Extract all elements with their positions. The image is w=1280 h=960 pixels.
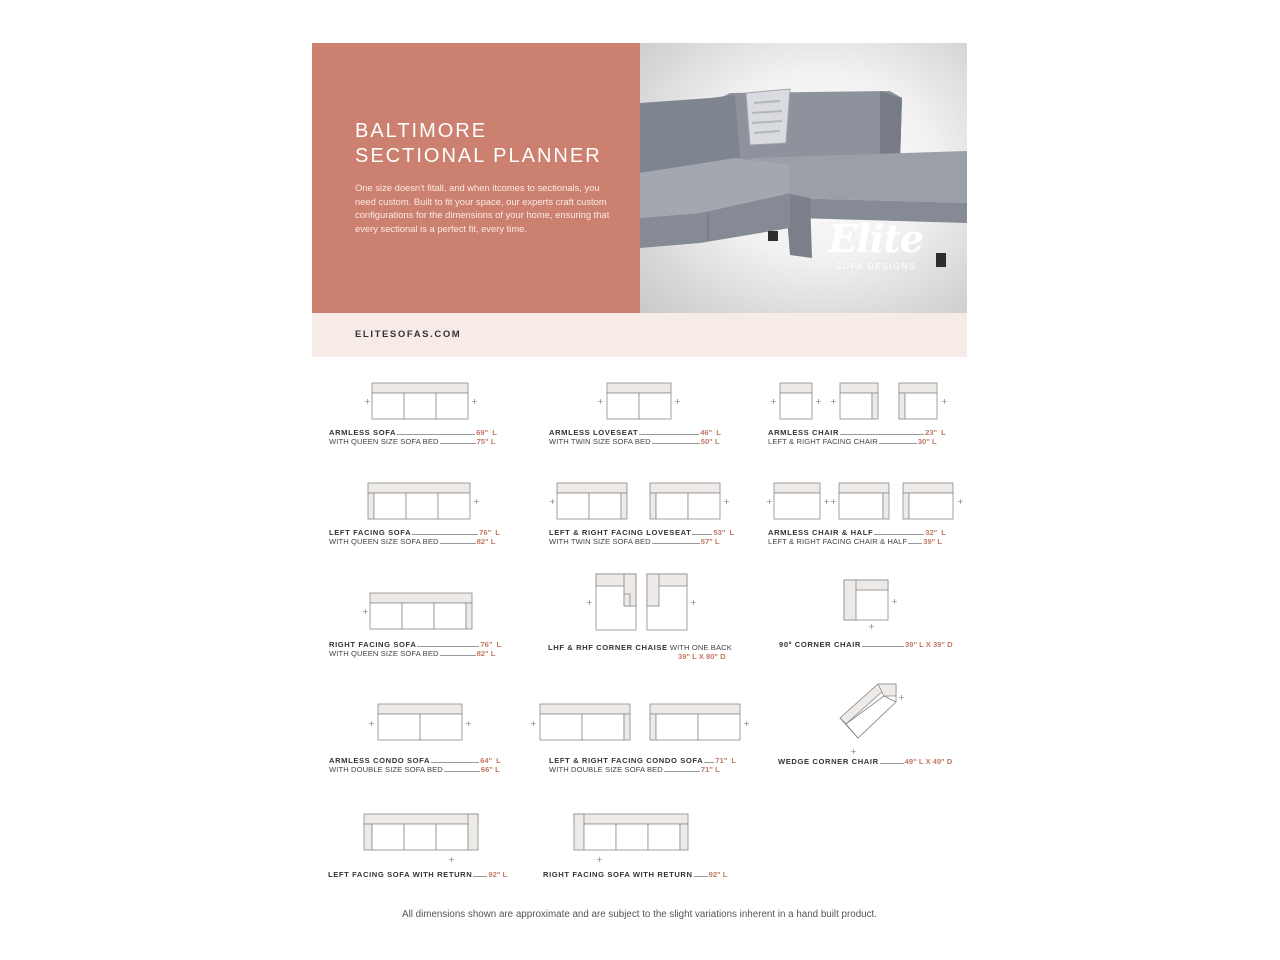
piece-note: WITH ONE BACK (669, 643, 732, 652)
svg-text:+: + (941, 397, 948, 406)
piece-dim: 39" L X 39" D (905, 640, 953, 649)
title-line-2: SECTIONAL PLANNER (355, 145, 602, 167)
svg-text:+: + (368, 719, 375, 728)
piece-sub: WITH QUEEN SIZE SOFA BED (329, 437, 439, 446)
piece-name: WEDGE CORNER CHAIR (778, 757, 879, 766)
lr-condo-sofa-diagram (530, 700, 750, 745)
svg-text:+: + (766, 497, 773, 506)
piece-dim: 49" L X 49" D (904, 757, 953, 766)
svg-text:+: + (898, 693, 905, 702)
piece-dim: 46" (700, 428, 713, 437)
left-facing-sofa-diagram (362, 478, 487, 523)
lr-loveseat-diagram (547, 478, 732, 523)
right-sofa-return-diagram (572, 810, 692, 865)
armless-sofa-caption (329, 428, 497, 446)
svg-text:+: + (850, 747, 857, 756)
piece-sub-dim: 82" L (476, 649, 496, 658)
svg-text:+: + (364, 397, 371, 406)
piece-name: RIGHT FACING SOFA (329, 640, 417, 649)
page-title (355, 119, 602, 169)
svg-text:+: + (471, 397, 478, 406)
armless-condo-sofa-caption (329, 756, 501, 774)
piece-sub: WITH DOUBLE SIZE SOFA BED (329, 765, 443, 774)
piece-sub: WITH QUEEN SIZE SOFA BED (329, 537, 439, 546)
piece-dim: 32" (925, 528, 938, 537)
piece-name: ARMLESS SOFA (329, 428, 397, 437)
svg-text:+: + (823, 497, 830, 506)
svg-text:+: + (690, 598, 697, 607)
piece-sub-dim: 66" L (480, 765, 500, 774)
right-facing-sofa-caption (329, 640, 501, 658)
svg-text:+: + (830, 497, 837, 506)
right-sofa-return-caption (543, 870, 727, 879)
piece-sub-dim: 71" L (700, 765, 720, 774)
piece-name: ARMLESS LOVESEAT (549, 428, 639, 437)
piece-sub: WITH QUEEN SIZE SOFA BED (329, 649, 439, 658)
armless-chair-half-diagram (764, 478, 964, 523)
piece-name: 90º CORNER CHAIR (779, 640, 861, 649)
title-line-1: BALTIMORE (355, 120, 488, 142)
piece-sub-dim: 57" L (700, 537, 720, 546)
left-facing-sofa-caption (329, 528, 500, 546)
hero-text-panel (312, 43, 640, 313)
piece-sub-dim: 39" L (923, 537, 943, 546)
piece-sub: WITH TWIN SIZE SOFA BED (549, 537, 651, 546)
piece-sub: WITH TWIN SIZE SOFA BED (549, 437, 651, 446)
sofa-photo (640, 43, 967, 313)
piece-dim: 92" L (708, 870, 728, 879)
logo-subtitle: SOFA DESIGNS (835, 261, 917, 271)
website-band (312, 313, 967, 357)
piece-unit: L (495, 528, 500, 537)
piece-unit: L (729, 528, 735, 537)
website-link[interactable]: ELITESOFAS.COM (355, 329, 462, 340)
piece-sub-dim: 75" L (476, 437, 496, 446)
piece-unit: L (496, 756, 501, 765)
svg-text:+: + (448, 855, 455, 864)
right-facing-sofa-diagram (360, 588, 485, 633)
svg-text:+: + (586, 598, 593, 607)
piece-dim: 64" (480, 756, 493, 765)
piece-name: ARMLESS CHAIR & HALF (768, 528, 874, 537)
piece-sub: LEFT & RIGHT FACING CHAIR & HALF (768, 537, 908, 546)
left-sofa-return-caption (328, 870, 507, 879)
piece-name: LEFT & RIGHT FACING LOVESEAT (549, 528, 692, 537)
piece-sub: LEFT & RIGHT FACING CHAIR (768, 437, 878, 446)
elite-logo (828, 216, 923, 271)
piece-dim: 39" L X 80" D (678, 652, 726, 661)
piece-name: RIGHT FACING SOFA WITH RETURN (543, 870, 693, 879)
svg-text:+: + (957, 497, 964, 506)
piece-dim: 92" L (488, 870, 508, 879)
svg-text:+: + (674, 397, 681, 406)
piece-sub-dim: 30" L (917, 437, 937, 446)
piece-dim: 69" (476, 428, 489, 437)
piece-unit: L (941, 528, 946, 537)
logo-wordmark: Elite (828, 216, 923, 261)
corner-chair-90-diagram (840, 576, 905, 631)
svg-text:+: + (596, 855, 603, 864)
svg-text:+: + (830, 397, 837, 406)
svg-text:+: + (597, 397, 604, 406)
piece-dim: 23" (925, 428, 938, 437)
piece-dim: 71" (715, 756, 728, 765)
wedge-corner-chair-diagram (834, 678, 909, 758)
piece-sub-dim: 82" L (476, 537, 496, 546)
armless-loveseat-diagram (597, 378, 687, 423)
svg-text:+: + (891, 597, 898, 606)
armless-condo-sofa-diagram (366, 700, 476, 745)
disclaimer: All dimensions shown are approximate and are subject to the slight variations inherent in a hand built product. (402, 909, 877, 920)
planner-page (312, 43, 967, 943)
piece-sub: WITH DOUBLE SIZE SOFA BED (549, 765, 663, 774)
piece-unit: L (492, 428, 497, 437)
svg-text:+: + (530, 719, 537, 728)
svg-text:+: + (362, 607, 369, 616)
corner-chair-90-caption (779, 640, 953, 649)
piece-dim: 76" (480, 640, 493, 649)
svg-text:+: + (723, 497, 730, 506)
armless-sofa-diagram (362, 378, 482, 423)
hero-banner (312, 43, 967, 313)
piece-unit: L (496, 640, 502, 649)
lr-loveseat-caption (549, 528, 734, 546)
piece-unit: L (941, 428, 946, 437)
svg-text:+: + (473, 497, 480, 506)
piece-name: LEFT & RIGHT FACING CONDO SOFA (549, 756, 704, 765)
piece-unit: L (716, 428, 721, 437)
svg-text:+: + (868, 622, 875, 631)
piece-dim: 76" (479, 528, 492, 537)
armless-chair-half-caption (768, 528, 946, 546)
piece-name: LEFT FACING SOFA WITH RETURN (328, 870, 473, 879)
corner-chaise-caption (548, 643, 732, 661)
svg-text:+: + (549, 497, 556, 506)
svg-text:+: + (743, 719, 750, 728)
piece-name: ARMLESS CHAIR (768, 428, 840, 437)
piece-dim: 53" (713, 528, 726, 537)
piece-sub-dim: 50" L (700, 437, 720, 446)
svg-text:+: + (815, 397, 822, 406)
piece-name: ARMLESS CONDO SOFA (329, 756, 431, 765)
svg-text:+: + (465, 719, 472, 728)
armless-loveseat-caption (549, 428, 721, 446)
left-sofa-return-diagram (362, 810, 482, 865)
piece-name: LHF & RHF CORNER CHAISE (548, 643, 668, 652)
svg-text:+: + (770, 397, 777, 406)
corner-chaise-diagram (584, 570, 699, 635)
lr-condo-sofa-caption (549, 756, 736, 774)
wedge-corner-chair-caption (778, 757, 952, 766)
armless-chair-diagram (768, 378, 948, 423)
piece-name: LEFT FACING SOFA (329, 528, 412, 537)
intro-description: One size doesn't fitall, and when itcomes to sectionals, you need custom. Built to fit your space, our experts craft custom configurations for the dimensions of your home, ensuring that every sectional is a perfect fit, every time. (355, 182, 610, 234)
sectional-sofa-illustration (640, 43, 967, 313)
piece-unit: L (731, 756, 736, 765)
armless-chair-caption (768, 428, 946, 446)
